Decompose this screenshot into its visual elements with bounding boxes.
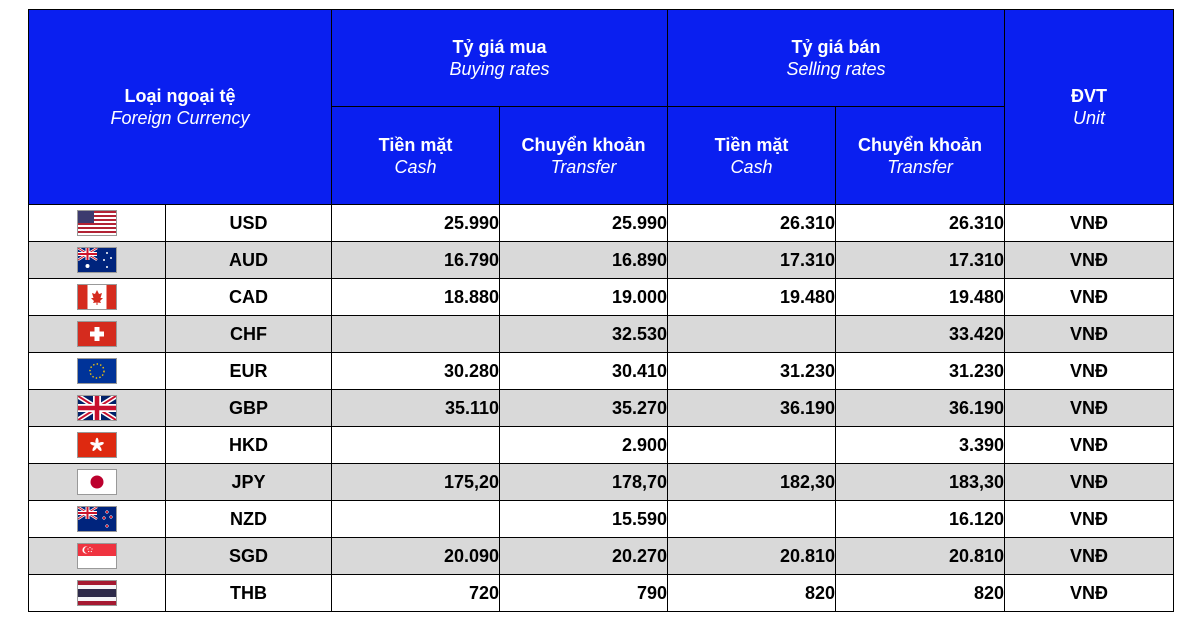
table-row xyxy=(29,205,1174,242)
currency-code: JPY xyxy=(166,464,332,501)
buy-cash-header xyxy=(332,107,500,205)
ch-flag-icon xyxy=(77,321,117,347)
flag-cell xyxy=(29,427,166,464)
currency-code: EUR xyxy=(166,353,332,390)
buy-transfer: 25.990 xyxy=(500,205,668,242)
jp-flag-icon xyxy=(77,469,117,495)
unit: VNĐ xyxy=(1005,316,1174,353)
sell-cash-header-en: Cash xyxy=(730,156,773,177)
table-row xyxy=(29,464,1174,501)
currency-code: HKD xyxy=(166,427,332,464)
buy-cash: 720 xyxy=(332,575,500,612)
flag-cell xyxy=(29,242,166,279)
table-row xyxy=(29,427,1174,464)
currency-code: CHF xyxy=(166,316,332,353)
flag-cell xyxy=(29,390,166,427)
sell-transfer-header-en: Transfer xyxy=(887,156,953,177)
unit: VNĐ xyxy=(1005,427,1174,464)
sell-transfer: 183,30 xyxy=(836,464,1005,501)
selling-header-vi: Tỷ giá bán xyxy=(791,37,881,57)
table-row xyxy=(29,575,1174,612)
sell-transfer: 17.310 xyxy=(836,242,1005,279)
sell-transfer-header xyxy=(836,107,1005,205)
buy-transfer: 16.890 xyxy=(500,242,668,279)
table-row xyxy=(29,279,1174,316)
unit: VNĐ xyxy=(1005,538,1174,575)
buy-transfer: 178,70 xyxy=(500,464,668,501)
us-flag-icon xyxy=(77,210,117,236)
buy-transfer-header-en: Transfer xyxy=(550,156,617,177)
exchange-rate-table xyxy=(28,9,1174,612)
flag-cell xyxy=(29,205,166,242)
sell-transfer: 31.230 xyxy=(836,353,1005,390)
table-row xyxy=(29,316,1174,353)
unit: VNĐ xyxy=(1005,242,1174,279)
buying-header-en: Buying rates xyxy=(449,59,550,79)
selling-header-en: Selling rates xyxy=(786,59,886,79)
flag-cell xyxy=(29,279,166,316)
flag-cell xyxy=(29,538,166,575)
gb-flag-icon xyxy=(77,395,117,421)
buying-header-vi: Tỷ giá mua xyxy=(452,37,547,57)
table-row xyxy=(29,501,1174,538)
sell-cash: 820 xyxy=(668,575,836,612)
unit: VNĐ xyxy=(1005,575,1174,612)
unit: VNĐ xyxy=(1005,464,1174,501)
table-row xyxy=(29,390,1174,427)
sell-cash xyxy=(668,501,836,538)
flag-cell xyxy=(29,501,166,538)
sell-cash: 17.310 xyxy=(668,242,836,279)
buy-transfer: 19.000 xyxy=(500,279,668,316)
sell-cash xyxy=(668,427,836,464)
unit-header-en: Unit xyxy=(1072,108,1105,128)
ca-flag-icon xyxy=(77,284,117,310)
currency-code: GBP xyxy=(166,390,332,427)
flag-cell xyxy=(29,353,166,390)
nz-flag-icon xyxy=(77,506,117,532)
buy-cash: 18.880 xyxy=(332,279,500,316)
buy-transfer-header xyxy=(500,107,668,205)
sell-cash: 19.480 xyxy=(668,279,836,316)
buy-transfer-header-vi: Chuyển khoản xyxy=(521,134,646,155)
buy-transfer: 20.270 xyxy=(500,538,668,575)
unit: VNĐ xyxy=(1005,353,1174,390)
sg-flag-icon xyxy=(77,543,117,569)
table-row xyxy=(29,538,1174,575)
au-flag-icon xyxy=(77,247,117,273)
selling-header xyxy=(668,10,1005,107)
unit: VNĐ xyxy=(1005,390,1174,427)
hk-flag-icon xyxy=(77,432,117,458)
sell-transfer: 820 xyxy=(836,575,1005,612)
sell-cash: 20.810 xyxy=(668,538,836,575)
sell-transfer: 36.190 xyxy=(836,390,1005,427)
exchange-rate-board xyxy=(28,9,1173,612)
sell-cash: 182,30 xyxy=(668,464,836,501)
currency-header xyxy=(29,10,332,205)
sell-cash: 31.230 xyxy=(668,353,836,390)
sell-transfer: 33.420 xyxy=(836,316,1005,353)
currency-header-vi: Loại ngoại tệ xyxy=(124,86,236,106)
buy-cash: 25.990 xyxy=(332,205,500,242)
unit-header xyxy=(1005,10,1174,205)
buy-transfer: 30.410 xyxy=(500,353,668,390)
flag-cell xyxy=(29,316,166,353)
buy-cash-header-vi: Tiền mặt xyxy=(378,134,453,155)
buy-cash-header-en: Cash xyxy=(394,156,437,177)
sell-cash xyxy=(668,316,836,353)
buy-transfer: 35.270 xyxy=(500,390,668,427)
sell-transfer: 20.810 xyxy=(836,538,1005,575)
sell-cash-header xyxy=(668,107,836,205)
sell-transfer: 3.390 xyxy=(836,427,1005,464)
currency-code: THB xyxy=(166,575,332,612)
sell-transfer: 26.310 xyxy=(836,205,1005,242)
buying-header xyxy=(332,10,668,107)
flag-cell xyxy=(29,464,166,501)
currency-code: CAD xyxy=(166,279,332,316)
currency-header-en: Foreign Currency xyxy=(110,108,250,128)
unit: VNĐ xyxy=(1005,501,1174,538)
sell-cash: 36.190 xyxy=(668,390,836,427)
buy-cash: 16.790 xyxy=(332,242,500,279)
th-flag-icon xyxy=(77,580,117,606)
buy-cash: 35.110 xyxy=(332,390,500,427)
buy-cash: 175,20 xyxy=(332,464,500,501)
sell-transfer: 19.480 xyxy=(836,279,1005,316)
buy-transfer: 32.530 xyxy=(500,316,668,353)
unit-header-vi: ĐVT xyxy=(1071,86,1107,106)
table-row xyxy=(29,242,1174,279)
sell-cash: 26.310 xyxy=(668,205,836,242)
sell-transfer: 16.120 xyxy=(836,501,1005,538)
currency-code: NZD xyxy=(166,501,332,538)
table-row xyxy=(29,353,1174,390)
currency-code: SGD xyxy=(166,538,332,575)
buy-transfer: 790 xyxy=(500,575,668,612)
buy-cash: 20.090 xyxy=(332,538,500,575)
unit: VNĐ xyxy=(1005,205,1174,242)
currency-code: USD xyxy=(166,205,332,242)
buy-transfer: 2.900 xyxy=(500,427,668,464)
eu-flag-icon xyxy=(77,358,117,384)
unit: VNĐ xyxy=(1005,279,1174,316)
buy-cash: 30.280 xyxy=(332,353,500,390)
buy-cash xyxy=(332,316,500,353)
buy-transfer: 15.590 xyxy=(500,501,668,538)
buy-cash xyxy=(332,427,500,464)
sell-transfer-header-vi: Chuyển khoản xyxy=(857,134,982,155)
sell-cash-header-vi: Tiền mặt xyxy=(714,134,789,155)
buy-cash xyxy=(332,501,500,538)
currency-code: AUD xyxy=(166,242,332,279)
flag-cell xyxy=(29,575,166,612)
